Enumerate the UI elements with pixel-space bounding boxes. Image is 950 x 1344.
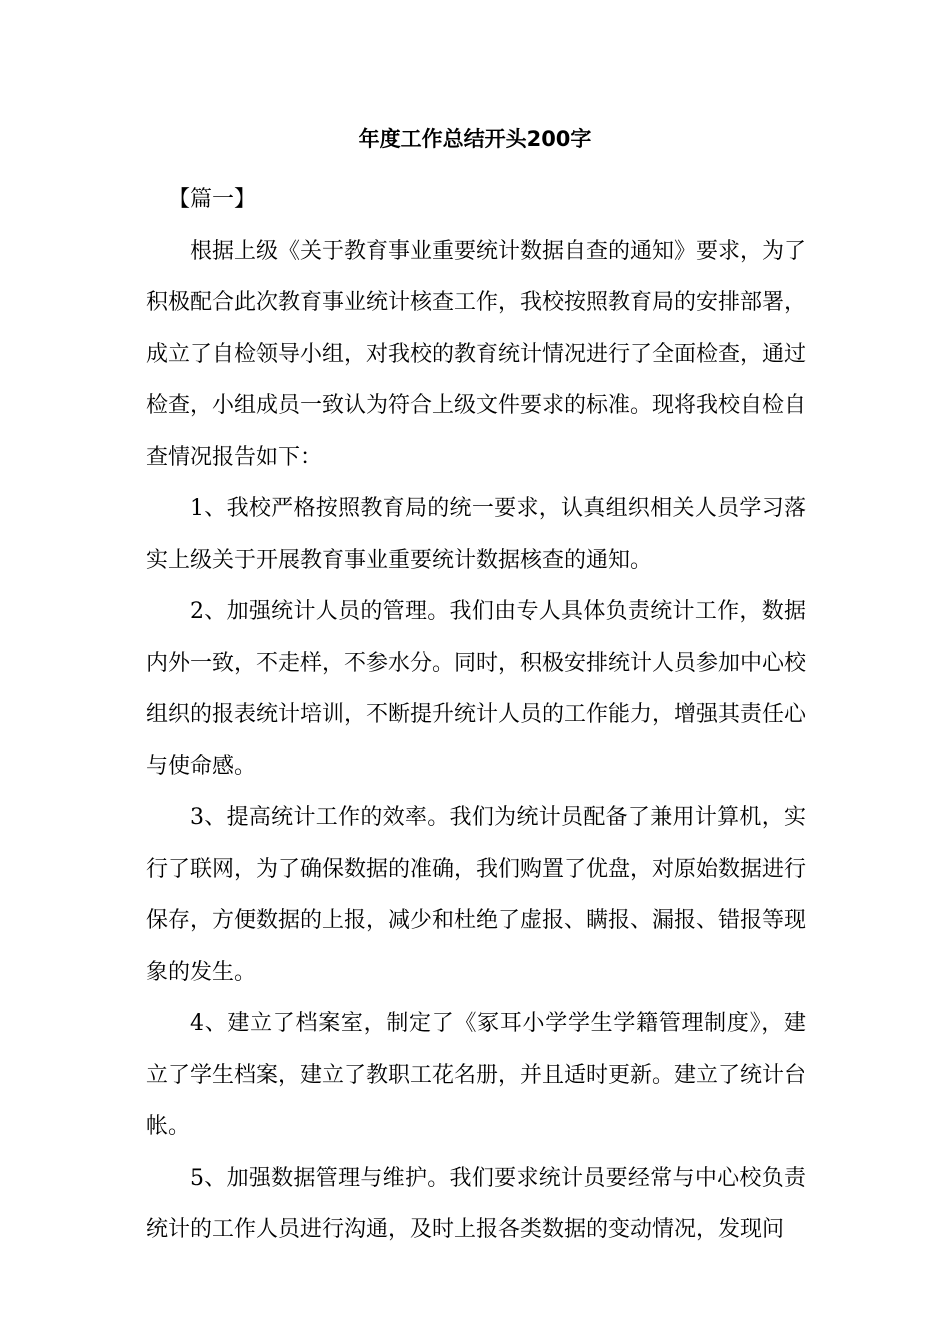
document-body: [146, 174, 806, 1256]
paragraph-item-2: 2、加强统计人员的管理。我们由专人具体负责统计工作，数据内外一致，不走样，不参水分。同时，积极安排统计人员参加中心校组织的报表统计培训，不断提升统计人员的工作能力，增强其责任心与使命感。: [146, 599, 807, 779]
paragraph-item-1: 1、我校严格按照教育局的统一要求，认真组织相关人员学习落实上级关于开展教育事业重要统计数据核查的通知。: [146, 496, 806, 573]
paragraph-item-5: 5、加强数据管理与维护。我们要求统计员要经常与中心校负责统计的工作人员进行沟通，及时上报各类数据的变动情况，发现问: [146, 1165, 806, 1242]
document-title: 年度工作总结开头200字: [358, 127, 592, 151]
paragraph-item-4: 4、建立了档案室，制定了《冢耳小学学生学籍管理制度》，建立了学生档案，建立了教职工花名册，并且适时更新。建立了统计台帐。: [146, 1011, 807, 1139]
paragraph-intro: 根据上级《关于教育事业重要统计数据自查的通知》要求，为了积极配合此次教育事业统计核查工作，我校按照教育局的安排部署，成立了自检领导小组，对我校的教育统计情况进行了全面检查，通过检查，小组成员一致认为符合上级文件要求的标准。现将我校自检自查情况报告如下：: [146, 238, 807, 470]
paragraph-item-3: 3、提高统计工作的效率。我们为统计员配备了兼用计算机，实行了联网，为了确保数据的准确，我们购置了优盘，对原始数据进行保存，方便数据的上报，减少和杜绝了虚报、瞒报、漏报、错报等现象的发生。: [146, 805, 807, 985]
section-heading: 【篇一】: [168, 187, 257, 212]
